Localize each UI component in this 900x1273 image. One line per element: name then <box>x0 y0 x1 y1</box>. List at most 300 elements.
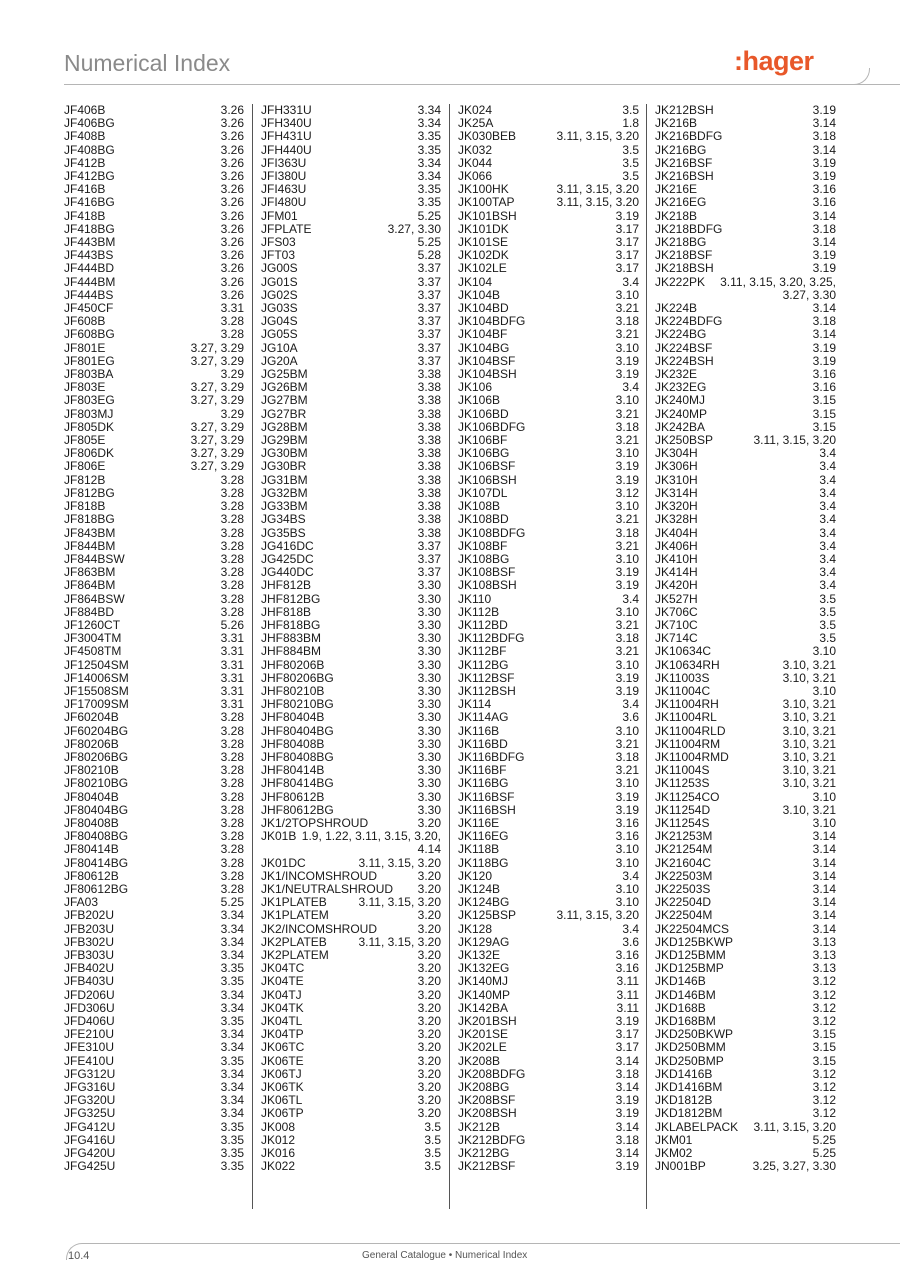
product-code: JK04TL <box>261 1014 303 1029</box>
product-code: JK1/2TOPSHROUD <box>261 815 369 830</box>
page-reference: 3.19 <box>615 683 639 698</box>
index-entry <box>458 276 639 289</box>
product-code: JHF818B <box>261 604 312 619</box>
product-code: JK120 <box>458 868 493 883</box>
product-code: JF12504SM <box>64 657 129 672</box>
product-code: JK240MJ <box>655 393 706 408</box>
index-entry <box>261 989 441 1002</box>
page-reference: 3.4 <box>819 578 836 593</box>
page-reference: 3.28 <box>220 776 244 791</box>
index-entry <box>655 1055 836 1068</box>
page-reference: 3.4 <box>819 446 836 461</box>
product-code: JK710C <box>655 617 698 632</box>
page-reference: 3.4 <box>819 459 836 474</box>
product-code: JFB203U <box>64 921 115 936</box>
page-reference: 3.35 <box>220 961 244 976</box>
product-code: JK1PLATEB <box>261 895 327 910</box>
product-code: JFH331U <box>261 103 312 117</box>
product-code: JFG325U <box>64 1106 116 1121</box>
page-reference: 3.12 <box>812 1066 836 1081</box>
page-reference: 3.16 <box>615 948 639 962</box>
product-code: JHF80408B <box>261 736 325 751</box>
product-code: JF80206BG <box>64 749 129 764</box>
page-reference: 3.30 <box>417 710 441 725</box>
header-rule <box>64 84 900 85</box>
page-reference: 3.20 <box>417 1106 441 1121</box>
product-code: JK108BSF <box>458 565 516 580</box>
page-reference: 3.26 <box>220 142 244 157</box>
page-reference: 3.30 <box>417 802 441 817</box>
index-entry <box>261 909 441 922</box>
page-reference: 3.28 <box>220 485 244 500</box>
index-entry <box>261 645 441 658</box>
page-reference: 3.21 <box>615 301 639 316</box>
page-reference: 3.37 <box>417 538 441 553</box>
product-code: JK106BSF <box>458 459 516 474</box>
page-reference: 3.28 <box>220 842 244 857</box>
page-reference: 3.10 <box>615 881 639 896</box>
page-reference: 3.28 <box>220 736 244 751</box>
page-reference: 3.19 <box>615 670 639 685</box>
product-code: JK106BSH <box>458 472 517 487</box>
product-code: JF844BSW <box>64 551 125 566</box>
product-code: JK208BSF <box>458 1093 516 1108</box>
page-reference: 5.25 <box>417 208 441 223</box>
product-code: JK118BG <box>458 855 509 870</box>
product-code: JK212BSF <box>458 1159 516 1174</box>
page-reference: 3.30 <box>417 657 441 672</box>
product-code: JF443BS <box>64 248 114 263</box>
index-entry <box>458 1041 639 1054</box>
product-code: JK04TE <box>261 974 304 989</box>
product-code: JK124B <box>458 881 501 896</box>
product-code: JF60204B <box>64 710 119 725</box>
product-code: JF80408B <box>64 815 119 830</box>
product-code: JF80210BG <box>64 776 129 791</box>
index-column-3 <box>458 104 639 1173</box>
index-entry <box>261 130 441 143</box>
page-reference: 3.5 <box>622 155 639 170</box>
page-reference: 3.35 <box>220 1132 244 1147</box>
page-reference: 3.28 <box>220 723 244 738</box>
page-reference: 3.5 <box>819 617 836 632</box>
page-reference: 3.11, 3.15, 3.20 <box>556 182 639 197</box>
page-reference: 3.21 <box>615 763 639 778</box>
product-code: JK116EG <box>458 829 509 844</box>
product-code: JK21253M <box>655 829 713 844</box>
index-entry <box>655 474 836 487</box>
page-reference: 3.11, 3.15, 3.20 <box>358 934 441 949</box>
product-code: JK106B <box>458 393 501 408</box>
page-reference: 3.12 <box>615 485 639 500</box>
page-reference: 3.14 <box>812 842 836 857</box>
product-code: JK101BSH <box>458 208 517 223</box>
index-entry <box>261 777 441 790</box>
page-reference: 3.20 <box>417 1080 441 1095</box>
product-code: JK116BSH <box>458 802 516 817</box>
page-reference: 3.27, 3.30 <box>387 221 441 236</box>
product-code: JF843BM <box>64 525 116 540</box>
index-entry <box>261 1107 441 1120</box>
index-entry <box>261 408 441 421</box>
product-code: JFI463U <box>261 182 307 197</box>
column-divider <box>646 104 647 1209</box>
index-entry <box>458 328 639 341</box>
page-reference: 3.4 <box>622 591 639 606</box>
page-reference: 3.38 <box>417 393 441 408</box>
index-entry <box>458 342 639 355</box>
page-reference: 3.27, 3.29 <box>190 419 244 434</box>
page-reference: 3.11, 3.15, 3.20 <box>358 855 441 870</box>
product-code: JHF80612B <box>261 789 325 804</box>
page-reference: 3.10 <box>615 855 639 870</box>
product-code: JK11004RM <box>655 736 721 751</box>
page-reference: 3.38 <box>417 406 441 421</box>
page-reference: 3.20 <box>417 1000 441 1015</box>
page-reference: 3.34 <box>220 1080 244 1095</box>
product-code: JF444BD <box>64 261 115 276</box>
page-reference: 3.21 <box>615 433 639 448</box>
page-reference: 3.18 <box>615 631 639 646</box>
page-reference: 3.26 <box>220 116 244 131</box>
index-entry <box>655 342 836 355</box>
page-reference: 3.15 <box>812 393 836 408</box>
product-code: JFI480U <box>261 195 307 210</box>
product-code: JG25BM <box>261 367 308 382</box>
product-code: JK132EG <box>458 961 510 976</box>
page-reference: 3.10, 3.21 <box>782 697 836 712</box>
product-code: JF444BS <box>64 287 114 302</box>
index-entry <box>64 606 244 619</box>
product-code: JF418BG <box>64 221 115 236</box>
product-code: JHF80408BG <box>261 749 334 764</box>
page-reference: 3.14 <box>615 1053 639 1068</box>
page-reference: 3.10 <box>812 789 836 804</box>
product-code: JF803BA <box>64 367 114 382</box>
product-code: JK420H <box>655 578 698 593</box>
product-code: JG26BM <box>261 380 308 395</box>
page-reference: 3.28 <box>220 604 244 619</box>
product-code: JK22503M <box>655 868 713 883</box>
page-reference: 3.20 <box>417 948 441 962</box>
index-entry <box>64 1121 244 1134</box>
product-code: JKLABELPACK <box>655 1119 739 1134</box>
index-entry <box>261 870 441 883</box>
product-code: JF418B <box>64 208 106 223</box>
page-reference: 3.17 <box>615 261 639 276</box>
product-code: JK140MJ <box>458 974 509 989</box>
product-code: JK01B <box>261 829 297 844</box>
product-code: JK06TJ <box>261 1066 302 1081</box>
page-reference: 3.20 <box>417 921 441 936</box>
page-reference: 3.28 <box>220 710 244 725</box>
product-code: JFI380U <box>261 169 307 184</box>
page-reference: 3.29 <box>220 406 244 421</box>
page-reference: 3.26 <box>220 274 244 289</box>
page-reference: 3.17 <box>615 235 639 250</box>
page-reference: 3.14 <box>812 327 836 342</box>
page-reference: 3.37 <box>417 274 441 289</box>
product-code: JF15508SM <box>64 683 129 698</box>
index-entry <box>458 645 639 658</box>
page-reference: 3.5 <box>819 591 836 606</box>
index-entry <box>458 606 639 619</box>
index-entry <box>64 989 244 1002</box>
product-code: JK116BG <box>458 776 509 791</box>
product-code: JKD125BMP <box>655 961 724 976</box>
page-reference: 3.21 <box>615 644 639 659</box>
page-reference: 1.9, 1.22, 3.11, 3.15, 3.20, 4.14 <box>301 829 441 857</box>
index-entry <box>64 342 244 355</box>
page-reference: 3.20 <box>417 974 441 989</box>
index-entry <box>64 870 244 883</box>
product-code: JF80414BG <box>64 855 129 870</box>
product-code: JFE410U <box>64 1053 115 1068</box>
page-reference: 3.17 <box>615 1040 639 1055</box>
page-title: Numerical Index <box>64 50 231 76</box>
page-reference: 3.10 <box>615 723 639 738</box>
page-reference: 5.25 <box>812 1146 836 1161</box>
product-code: JFB403U <box>64 974 115 989</box>
page-reference: 3.10 <box>615 499 639 514</box>
page-reference: 3.30 <box>417 749 441 764</box>
product-code: JHF80612BG <box>261 802 334 817</box>
page-reference: 3.18 <box>615 749 639 764</box>
page-reference: 3.18 <box>615 525 639 540</box>
product-code: JFG420U <box>64 1146 116 1161</box>
product-code: JG01S <box>261 274 298 289</box>
index-column-2 <box>261 104 441 1173</box>
product-code: JK410H <box>655 551 698 566</box>
index-entry <box>64 130 244 143</box>
product-code: JK116BF <box>458 763 507 778</box>
index-entry <box>655 672 836 685</box>
product-code: JKD1416B <box>655 1066 713 1081</box>
product-code: JK240MP <box>655 406 708 421</box>
page-reference: 3.5 <box>622 169 639 184</box>
page-reference: 3.14 <box>812 921 836 936</box>
page-reference: 3.4 <box>819 565 836 580</box>
product-code: JK224BSH <box>655 353 714 368</box>
page-reference: 3.31 <box>220 657 244 672</box>
product-code: JG04S <box>261 314 298 329</box>
page-reference: 3.4 <box>819 472 836 487</box>
product-code: JF812BG <box>64 485 115 500</box>
page-reference: 3.19 <box>812 340 836 355</box>
product-code: JK106 <box>458 380 493 395</box>
index-entry <box>64 527 244 540</box>
page-reference: 3.26 <box>220 182 244 197</box>
product-code: JHF812BG <box>261 591 321 606</box>
index-entry <box>261 276 441 289</box>
page-reference: 3.10 <box>615 551 639 566</box>
product-code: JF408BG <box>64 142 115 157</box>
page-reference: 3.28 <box>220 815 244 830</box>
index-entry <box>655 1160 836 1173</box>
hager-logo: :hager <box>734 46 814 76</box>
index-entry <box>655 857 836 870</box>
index-entry <box>261 738 441 751</box>
page-reference: 3.21 <box>615 512 639 527</box>
page-reference: 3.14 <box>812 895 836 910</box>
product-code: JFG320U <box>64 1093 116 1108</box>
product-code: JK404H <box>655 525 698 540</box>
index-entry <box>261 791 441 804</box>
product-code: JK22504M <box>655 908 713 923</box>
product-code: JFH440U <box>261 142 312 157</box>
product-code: JK116BD <box>458 736 508 751</box>
product-code: JKD168BM <box>655 1014 716 1029</box>
product-code: JHF883BM <box>261 631 322 646</box>
page-reference: 3.30 <box>417 723 441 738</box>
index-entry <box>655 606 836 619</box>
index-entry <box>655 909 836 922</box>
product-code: JFT03 <box>261 248 296 263</box>
index-entry <box>261 923 441 936</box>
page-reference: 3.34 <box>220 1106 244 1121</box>
product-code: JK114 <box>458 697 492 712</box>
index-entry <box>261 606 441 619</box>
product-code: JK218BDFG <box>655 221 723 236</box>
page-reference: 3.27, 3.29 <box>190 393 244 408</box>
page-reference: 3.19 <box>615 459 639 474</box>
page-reference: 3.4 <box>819 538 836 553</box>
page-reference: 3.5 <box>819 604 836 619</box>
page-reference: 3.26 <box>220 195 244 210</box>
product-code: JKD250BKWP <box>655 1027 734 1042</box>
page-reference: 3.14 <box>812 116 836 131</box>
product-code: JF864BM <box>64 578 116 593</box>
page-reference: 3.10 <box>615 842 639 857</box>
product-code: JG33BM <box>261 499 308 514</box>
page-reference: 3.26 <box>220 155 244 170</box>
product-code: JHF80404B <box>261 710 325 725</box>
product-code: JG03S <box>261 301 298 316</box>
product-code: JF412BG <box>64 169 115 184</box>
page-reference: 3.18 <box>615 419 639 434</box>
product-code: JG32BM <box>261 485 308 500</box>
page-reference: 3.16 <box>615 815 639 830</box>
product-code: JK714C <box>655 631 698 646</box>
page-reference: 3.34 <box>417 155 441 170</box>
product-code: JK044 <box>458 155 493 170</box>
product-code: JK216EG <box>655 195 707 210</box>
product-code: JF803EG <box>64 393 115 408</box>
page-reference: 3.19 <box>615 1093 639 1108</box>
product-code: JK106BDFG <box>458 419 526 434</box>
product-code: JF1260CT <box>64 617 121 632</box>
page-reference: 3.38 <box>417 433 441 448</box>
page-reference: 3.37 <box>417 261 441 276</box>
product-code: JK112BD <box>458 617 508 632</box>
page-reference: 3.13 <box>812 948 836 962</box>
page-reference: 3.11 <box>616 1000 639 1015</box>
product-code: JF416BG <box>64 195 115 210</box>
product-code: JG35BS <box>261 525 306 540</box>
product-code: JF805E <box>64 433 106 448</box>
index-entry <box>655 1121 836 1134</box>
page-reference: 3.14 <box>812 235 836 250</box>
page-reference: 3.28 <box>220 763 244 778</box>
page-reference: 3.10, 3.21 <box>782 723 836 738</box>
product-code: JK208BG <box>458 1080 510 1095</box>
product-code: JF444BM <box>64 274 116 289</box>
page-reference: 3.38 <box>417 472 441 487</box>
product-code: JF80612BG <box>64 881 129 896</box>
index-entry <box>64 196 244 209</box>
product-code: JK104 <box>458 274 493 289</box>
product-code: JFB402U <box>64 961 115 976</box>
page-reference: 3.11, 3.15, 3.20 <box>358 895 441 910</box>
index-entry <box>261 1160 441 1173</box>
index-entry <box>261 1055 441 1068</box>
product-code: JF608BG <box>64 327 115 342</box>
product-code: JK224BSF <box>655 340 713 355</box>
page-reference: 3.10, 3.21 <box>782 670 836 685</box>
product-code: JK218BG <box>655 235 707 250</box>
page-reference: 3.35 <box>417 195 441 210</box>
product-code: JFG412U <box>64 1119 116 1134</box>
page-reference: 3.14 <box>812 908 836 923</box>
page-reference: 3.38 <box>417 499 441 514</box>
product-code: JF406BG <box>64 116 115 131</box>
product-code: JK201SE <box>458 1027 509 1042</box>
product-code: JF80408BG <box>64 829 129 844</box>
product-code: JK10634RH <box>655 657 720 672</box>
index-entry <box>655 975 836 988</box>
page-reference: 3.12 <box>812 1093 836 1108</box>
product-code: JK108BD <box>458 512 509 527</box>
index-entry <box>458 857 639 870</box>
page-reference: 3.15 <box>812 1027 836 1042</box>
index-entry <box>261 342 441 355</box>
page-reference: 3.19 <box>615 578 639 593</box>
page-reference: 3.31 <box>220 631 244 646</box>
page-reference: 3.34 <box>220 987 244 1002</box>
page-reference: 3.27, 3.29 <box>190 380 244 395</box>
product-code: JK104BG <box>458 340 510 355</box>
product-code: JK104B <box>458 287 501 302</box>
page-reference: 3.17 <box>615 221 639 236</box>
page-reference: 3.30 <box>417 789 441 804</box>
product-code: JF60204BG <box>64 723 129 738</box>
product-code: JK022 <box>261 1159 296 1174</box>
product-code: JHF80404BG <box>261 723 334 738</box>
index-entry <box>458 593 639 606</box>
page-reference: 3.30 <box>417 578 441 593</box>
index-entry <box>655 593 836 606</box>
page-reference: 3.18 <box>615 1132 639 1147</box>
page-reference: 3.34 <box>417 169 441 184</box>
page-reference: 3.25, 3.27, 3.30 <box>752 1159 836 1174</box>
page-reference: 3.5 <box>622 142 639 157</box>
product-code: JFD406U <box>64 1014 115 1029</box>
index-entry <box>655 196 836 209</box>
index-entry <box>458 659 639 672</box>
product-code: JK108B <box>458 499 501 514</box>
product-code: JK242BA <box>655 419 706 434</box>
product-code: JHF884BM <box>261 644 322 659</box>
page-reference: 3.18 <box>615 1066 639 1081</box>
page-reference: 3.14 <box>812 881 836 896</box>
product-code: JK216BDFG <box>655 129 723 144</box>
product-code: JG30BM <box>261 446 308 461</box>
product-code: JHF80206B <box>261 657 325 672</box>
page-reference: 3.14 <box>615 1146 639 1161</box>
page-reference: 3.5 <box>424 1159 441 1174</box>
product-code: JK132E <box>458 948 501 962</box>
product-code: JK310H <box>655 472 698 487</box>
